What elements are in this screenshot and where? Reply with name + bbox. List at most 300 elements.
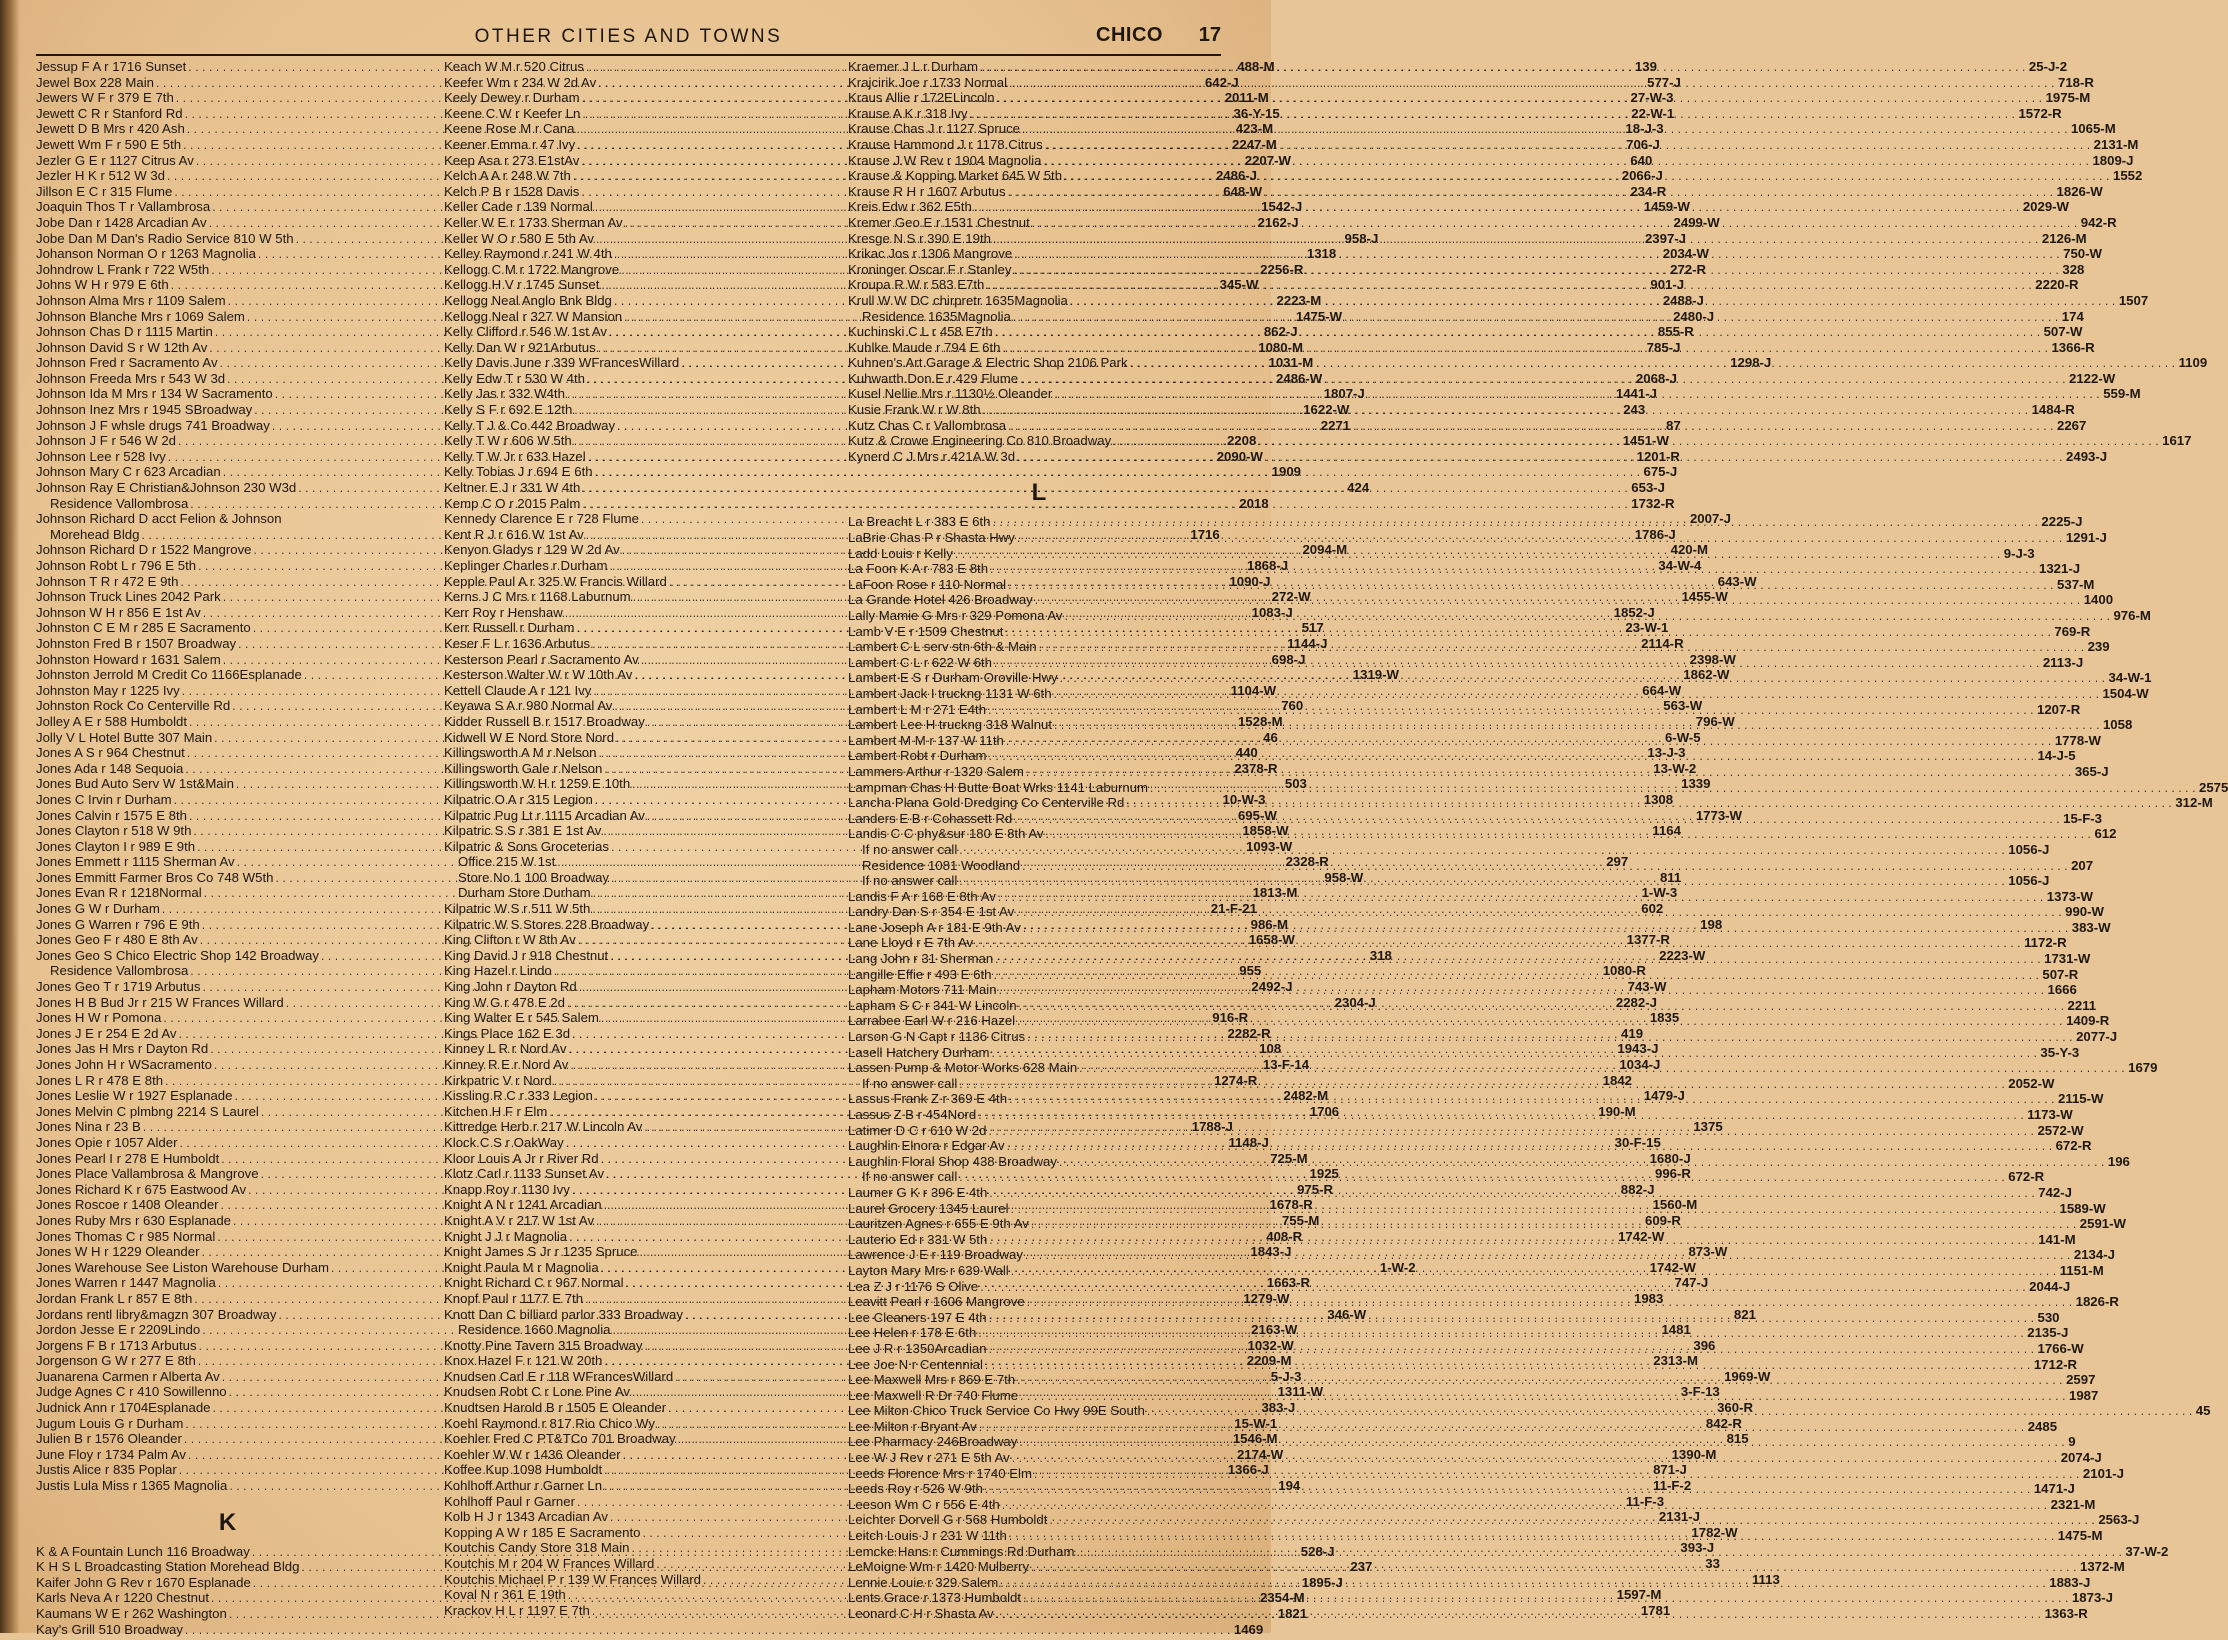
entry-name: Jillson E C r 315 Flume <box>36 183 173 199</box>
entry-name: Jones Roscoe r 1408 Oleander <box>36 1197 219 1213</box>
dot-leader <box>1008 1094 2057 1110</box>
entry-name: Lea Z J r 1176 S Olive <box>848 1278 979 1294</box>
entry-name: Kittredge Herb r 217 W Lincoln Av <box>444 1119 643 1135</box>
entry-name: Jones Geo T r 1719 Arbutus <box>36 979 201 995</box>
dot-leader <box>1064 611 2113 627</box>
entry-name: Jezler G E r 1127 Citrus Av <box>36 152 194 168</box>
entry-phone: 609-R <box>1644 1212 1681 1228</box>
entry-phone: 2480-J <box>1673 308 1715 324</box>
entry-phone: 37-W-2 <box>2125 1543 2169 1559</box>
section-letter-heading: L <box>1031 479 1047 507</box>
entry-phone: 108 <box>1259 1041 1282 1057</box>
entry-phone: 1319-W <box>1352 667 1399 683</box>
entry-phone: 46 <box>1263 729 1278 745</box>
entry-phone: 2162-J <box>1257 214 1299 230</box>
entry-name: Lancha Plana Gold Dredging Co Centerville Rd <box>848 795 1125 811</box>
entry-phone: 419 <box>1621 1025 1644 1041</box>
entry-phone: 1065-M <box>2070 121 2116 137</box>
dot-leader <box>1005 736 2054 752</box>
entry-phone: 1479-J <box>1643 1088 1685 1104</box>
dot-leader <box>1007 187 2056 203</box>
entry-name: Krause A K r 318 Ivy <box>848 105 968 121</box>
entry-phone: 796-W <box>1695 713 1735 729</box>
entry-name: Kelly T J & Co 442 Broadway <box>444 417 616 433</box>
dot-leader <box>1033 1469 2082 1485</box>
entry-name: If no answer call <box>862 873 958 889</box>
entry-phone: 15-F-3 <box>2063 810 2102 826</box>
entry-name: Kesterson Pearl r Sacramento Av <box>444 651 639 667</box>
entry-phone: 239 <box>2087 639 2110 655</box>
entry-name: Lambert Jack I truckng 1131 W 6th <box>848 685 1052 701</box>
entry-name: Kroninger Oscar F r Stanley <box>848 261 1012 277</box>
entry-name: King Hazel r Lindo <box>444 963 552 979</box>
entry-phone: 1363-R <box>2044 1606 2088 1621</box>
dot-leader <box>1002 343 2051 359</box>
entry-name: Lauritzen Agnes r 655 E 9th Av <box>848 1216 1029 1232</box>
entry-name: La Breacht L r 383 E 6th <box>848 514 991 530</box>
entry-phone: 1400 <box>2083 592 2114 608</box>
dot-leader <box>1001 1500 2050 1516</box>
entry-phone: 2174-W <box>1236 1446 1284 1462</box>
entry-name: Jewett C R r Stanford Rd <box>36 105 183 121</box>
entry-name: Kerr Russell r Durham <box>444 620 575 636</box>
entry-name: Johnson David S r W 12th Av <box>36 339 208 355</box>
entry-phone: 2223-M <box>1276 292 1322 308</box>
entry-name: Johnson Inez Mrs r 1945 SBroadway <box>36 402 253 418</box>
entry-phone: 2131-J <box>1658 1509 1700 1525</box>
entry-phone: 1528-M <box>1237 713 1283 729</box>
entry-name: Jones John H r WSacramento <box>36 1057 212 1072</box>
entry-name: Jones Geo S Chico Electric Shop 142 Broadway <box>36 947 319 963</box>
entry-phone: 1481 <box>1661 1322 1691 1338</box>
dot-leader <box>1015 907 2064 923</box>
entry-name: Residence Vallombrosa <box>50 963 189 979</box>
entry-phone: 1987 <box>2068 1387 2099 1403</box>
entry-name: Johnson J F r 546 W 2d <box>36 433 177 449</box>
entry-phone: 174 <box>2061 308 2084 324</box>
entry-phone: 328 <box>2062 261 2085 277</box>
entry-phone: 15-W-1 <box>1234 1415 1278 1431</box>
dot-leader <box>1031 218 2080 234</box>
dot-leader <box>990 1048 2039 1064</box>
entry-name: Jones Emmett r 1115 Sherman Av <box>36 854 235 870</box>
entry-phone: 675-J <box>1643 464 1678 480</box>
dot-leader <box>987 705 2036 721</box>
entry-phone: 11-F-3 <box>1625 1493 1665 1509</box>
dot-leader <box>988 1126 2037 1142</box>
entry-phone: 1782-W <box>1691 1524 1738 1540</box>
entry-name: Johnston Jerrold M Credit Co 1166Esplanade <box>36 667 302 683</box>
entry-name: Knight Paula M r Magnolia <box>444 1259 599 1275</box>
entry-phone: 2354-M <box>1259 1590 1305 1606</box>
entry-phone: 1786-J <box>1634 526 1676 542</box>
entry-name: Laughlin Elnora r Edgar Av <box>848 1138 1005 1154</box>
entry-name: Knight Richard C r 967 Normal <box>444 1275 624 1291</box>
entry-name: Johnson Richard D acct Felion & Johnson <box>36 511 282 527</box>
entry-phone: 27-W-3 <box>1630 90 1674 106</box>
entry-name: Knudtsen Harold B r 1505 E Oleander <box>444 1400 667 1416</box>
dot-leader <box>1013 249 2062 265</box>
entry-name: Johnson Chas D r 1115 Martin <box>36 324 213 340</box>
entry-name: Leitch Louis J r 231 W 11th <box>848 1528 1007 1544</box>
entry-name: Kelch P B r 1528 Davis <box>444 183 580 199</box>
entry-phone: 272-W <box>1271 589 1311 605</box>
dot-leader <box>954 549 2003 565</box>
entry-name: Kelly T W r 606 W 5th <box>444 433 572 449</box>
dot-leader <box>1018 1001 2067 1017</box>
entry-name: Lambert C L serv stn 6th & Main <box>848 639 1037 655</box>
entry-name: Knox Hazel F r 121 W 20th <box>444 1353 603 1369</box>
entry-name: Kilpatric O A r 315 Legion <box>444 791 593 807</box>
entry-phone: 2282-J <box>1615 994 1657 1010</box>
entry-name: Jordon Jesse E r 2209Lindo <box>36 1322 201 1338</box>
entry-phone: 1151-M <box>2059 1262 2104 1278</box>
dot-leader <box>1058 1157 2107 1173</box>
entry-name: Kesterson Walter W r W 10th Av <box>444 667 633 683</box>
dot-leader <box>979 62 2028 78</box>
entry-name: Kopping A W r 185 E Sacramento <box>444 1524 641 1540</box>
dot-leader <box>993 658 2042 674</box>
entry-phone: 383-J <box>1261 1400 1296 1416</box>
dot-leader <box>1069 296 2118 312</box>
entry-name: Lampman Chas H Butte Boat Wrks 1141 Laburnum <box>848 779 1149 795</box>
dot-leader <box>988 1235 2037 1251</box>
dot-leader <box>1012 312 2061 328</box>
dot-leader <box>1024 1250 2073 1266</box>
dot-leader <box>989 564 2038 580</box>
page-header <box>36 22 1221 56</box>
entry-name: Johnson Truck Lines 2042 Park <box>36 589 221 605</box>
dot-leader <box>1016 452 2065 468</box>
entry-phone: 2115-W <box>2058 1091 2104 1107</box>
entry-phone: 2492-J <box>1251 979 1293 995</box>
entry-name: Koehler Fred C PT&TCo 701 Broadway <box>444 1431 676 1447</box>
entry-phone: 2163-W <box>1251 1322 1298 1338</box>
entry-name: Kellogg Neal Anglo Bnk Bldg <box>444 292 612 308</box>
entry-name: Kissling R C r 333 Legion <box>444 1088 593 1104</box>
entry-name: Kreis Edw r 362 E5th <box>848 199 972 215</box>
entry-name: Krackov H L r 1197 E 7th <box>444 1602 590 1618</box>
dot-leader <box>1059 673 2108 689</box>
entry-phone: 3-F-13 <box>1680 1384 1720 1400</box>
entry-name: Kilpatric & Sons Groceterias <box>444 838 609 854</box>
entry-phone: 360-R <box>1717 1400 1753 1416</box>
entry-name: Residence 1081 Woodland <box>862 857 1021 873</box>
entry-name: Kelly Jas r 332 W4th <box>444 386 565 402</box>
entry-name: Johnson Freeda Mrs r 543 W 3d <box>36 370 226 386</box>
dot-leader <box>982 405 2031 421</box>
entry-name: Koutchis M r 204 W Frances Willard <box>444 1556 655 1571</box>
dot-leader <box>977 1110 2026 1126</box>
entry-name: Kellogg C M r 1722 Mangrove <box>444 261 620 277</box>
entry-name: Kelly Edw T r 530 W 4th <box>444 370 585 386</box>
entry-name: Jones Clayton I r 989 E 9th <box>36 838 196 854</box>
entry-name: Jordan Frank L r 857 E 8th <box>36 1290 193 1306</box>
entry-name: Jones Nina r 23 B <box>36 1119 141 1135</box>
entry-name: LaFoon Rose r 110 Normal <box>848 576 1007 592</box>
entry-phone: 2052-W <box>2008 1075 2055 1091</box>
entry-phone: 1109 <box>2178 355 2208 371</box>
entry-phone: 815 <box>1726 1431 1749 1447</box>
entry-phone: 1504-W <box>2102 685 2149 701</box>
entry-phone: 243 <box>1623 402 1646 418</box>
entry-phone: 2029-W <box>2022 199 2070 215</box>
entry-phone: 1617 <box>2162 433 2192 449</box>
entry-name: King Clifton r W 8th Av <box>444 932 576 948</box>
entry-phone: 34-W-4 <box>1658 558 1702 573</box>
entry-name: Lawrence J E r 119 Broadway <box>848 1247 1023 1263</box>
dot-leader <box>996 93 2045 109</box>
entry-name: Lee Milton Chico Truck Service Co Hwy 99E South <box>848 1403 1145 1419</box>
dot-leader <box>1007 421 2056 437</box>
entry-name: Kilpatric W S Stores 228 Broadway <box>444 916 650 932</box>
entry-name: Jones Warehouse See Liston Warehouse Durham <box>36 1259 329 1275</box>
entry-name: Jobe Dan M Dan's Radio Service 810 W 5th <box>36 230 294 246</box>
entry-phone: 1826-R <box>2075 1294 2119 1310</box>
entry-name: Johnson Ida M Mrs r 134 W Sacramento <box>36 386 273 402</box>
entry-name: Jones Emmitt Farmer Bros Co 748 W5th <box>36 869 274 885</box>
entry-name: Laughlin Floral Shop 438 Broadway <box>848 1153 1057 1169</box>
entry-name: Jones Evan R r 1218Normal <box>36 885 202 901</box>
entry-name: Jewers W F r 379 E 7th <box>36 90 174 106</box>
entry-phone: 1809-J <box>2092 152 2134 168</box>
entry-phone: 2211 <box>2067 997 2097 1013</box>
entry-phone: 1031-M <box>1268 355 1314 371</box>
entry-name: Keep Asa r 273 E1stAv <box>444 152 580 168</box>
entry-phone: 559-M <box>2103 386 2141 402</box>
entry-name: Kerns J C Mrs r 1168 Laburnum <box>444 589 631 605</box>
entry-name: Lauterio Ed r 331 W 5th <box>848 1231 988 1247</box>
entry-phone: 1813-M <box>1252 885 1298 901</box>
entry-name: Residence 1635Magnolia <box>862 308 1011 324</box>
entry-phone: 747-J <box>1674 1275 1709 1291</box>
entry-name: Jones Richard K r 675 Eastwood Av <box>36 1181 247 1197</box>
entry-name: Kroupa R W r 583 E7th <box>848 277 985 293</box>
entry-phone: 1090-J <box>1229 573 1271 589</box>
entry-name: Residence Vallombrosa <box>50 495 189 511</box>
entry-name: Jones Clayton r 518 W 9th <box>36 823 192 839</box>
entry-name: Jones G W r Durham <box>36 901 160 917</box>
entry-phone: 45 <box>2195 1403 2211 1419</box>
entry-name: Jones Bud Auto Serv W 1st&Main <box>36 776 234 792</box>
entry-name: If no answer call <box>862 841 958 857</box>
dot-leader <box>979 1282 2028 1298</box>
entry-name: Johnson Blanche Mrs r 1069 Salem <box>36 308 245 324</box>
entry-name: Jorgens F B r 1713 Arbutus <box>36 1337 197 1353</box>
entry-phone: 139 <box>1634 59 1657 74</box>
entry-phone: 2486-J <box>1215 168 1258 184</box>
entry-phone: 10-W-3 <box>1222 791 1266 807</box>
dot-leader <box>1030 1219 2079 1235</box>
entry-phone: 21-F-21 <box>1210 901 1257 917</box>
entry-name: Jones Warren r 1447 Magnolia <box>36 1275 216 1291</box>
entry-phone: 2499-W <box>1673 214 1720 230</box>
entry-phone: 755-M <box>1281 1212 1320 1228</box>
entry-name: Koehler W W r 1436 Oleander <box>444 1446 621 1462</box>
entry-name: Kuhwarth Don E r 429 Flume <box>848 370 1019 386</box>
entry-phone: 1862-W <box>1683 667 1730 683</box>
entry-name: Lemcke Hans r Cummings Rd Durham <box>848 1543 1075 1559</box>
entry-phone: 1279-W <box>1243 1290 1290 1306</box>
entry-name: Keser F L r 1636 Arbutus <box>444 635 591 651</box>
entry-name: Morehead Bldg <box>50 526 140 542</box>
entry-phone: 2482-M <box>1283 1088 1329 1104</box>
entry-phone: 1366-J <box>1227 1462 1269 1478</box>
entry-phone: 990-W <box>2065 904 2104 920</box>
entry-phone: 1032-W <box>1247 1337 1294 1353</box>
entry-phone: 440 <box>1235 745 1258 761</box>
entry-name: Keene Rose M r Cana <box>444 121 575 137</box>
entry-phone: 2267 <box>2057 417 2087 433</box>
entry-name: Jones Leslie W r 1927 Esplanade <box>36 1088 233 1104</box>
entry-name: Kay's Grill 510 Broadway <box>36 1621 183 1637</box>
entry-phone: 13-F-14 <box>1262 1057 1310 1072</box>
entry-name: LaBrie Chas P r Shasta Hwy <box>848 530 1015 546</box>
entry-phone: 2397-J <box>1644 230 1687 246</box>
dot-leader <box>1048 1515 2097 1531</box>
entry-phone: 1883-J <box>2049 1574 2091 1590</box>
entry-name: Store No 1 100 Broadway <box>458 869 610 885</box>
entry-name: Durham Store Durham <box>458 885 591 901</box>
entry-name: Kidwell W E Nord Store Nord <box>444 729 615 745</box>
entry-name: Lapham Motors 711 Main <box>848 982 997 998</box>
entry-name: Kelly Clifford r 546 W 1st Av <box>444 324 607 340</box>
entry-name: Kilpatric Pug Lt r 1115 Arcadian Av <box>444 807 645 823</box>
entry-name: Keller W E r 1733 Sherman Av <box>444 214 623 230</box>
entry-name: Leeds Florence Mrs r 1740 Elm <box>848 1465 1032 1481</box>
entry-name: King John r Dayton Rd <box>444 979 577 995</box>
entry-phone: 2313-M <box>1653 1353 1698 1369</box>
entry-name: Karls Neva A r 1220 Chestnut <box>36 1590 210 1606</box>
entry-name: Johndrow L Frank r 722 W5th <box>36 261 210 277</box>
entry-name: K H S L Broadcasting Station Morehead Bldg <box>36 1559 300 1575</box>
entry-phone: 312-M <box>2175 795 2213 811</box>
dot-leader <box>1026 1297 2075 1313</box>
entry-name: Jobe Dan r 1428 Arcadian Av <box>36 214 207 230</box>
entry-name: Kettell Claude A r 121 Ivy <box>444 682 592 698</box>
entry-phone: 1712-R <box>2033 1356 2078 1372</box>
entry-name: Jorgenson G W r 277 E 8th <box>36 1353 196 1369</box>
entry-phone: 5-J-3 <box>1270 1368 1302 1384</box>
entry-phone: 1321-J <box>2038 561 2081 577</box>
entry-name: Jewett Wm F r 590 E 5th <box>36 136 182 152</box>
entry-phone: 1663-R <box>1266 1275 1311 1291</box>
entry-name: Kraus Allie r 172ELincoln <box>848 90 995 106</box>
dot-leader <box>994 954 2043 970</box>
entry-name: Johnson W H r 856 E 1st Av <box>36 604 201 620</box>
entry-name: Kepple Paul A r 325 W Francis Willard <box>444 573 667 589</box>
entry-name: Knight J J r Magnolia <box>444 1228 568 1244</box>
entry-phone: 190-M <box>1598 1103 1636 1119</box>
entry-phone: 1058 <box>2102 717 2133 733</box>
entry-name: Johnson Richard D r 1522 Mangrove <box>36 542 252 558</box>
entry-name: Knapp Roy r 1130 Ivy <box>444 1181 570 1197</box>
entry-phone: 141-M <box>2038 1231 2076 1247</box>
entry-name: Kellogg Neal r 327 W Mansion <box>444 308 623 324</box>
entry-phone: 1080-M <box>1258 339 1303 355</box>
dot-leader <box>1030 1562 2079 1578</box>
entry-name: Lents Grace r 1373 Humboldt <box>848 1590 1021 1606</box>
dot-leader <box>1038 642 2087 658</box>
entry-phone: 2271 <box>1320 417 1351 433</box>
entry-name: Johnson T R r 472 E 9th <box>36 573 179 589</box>
entry-phone: 196 <box>2107 1153 2130 1169</box>
entry-phone: 528-J <box>1300 1543 1335 1559</box>
entry-name: Lee Cleaners 197 E 4th <box>848 1309 987 1325</box>
entry-phone: 1113 <box>1751 1571 1780 1587</box>
entry-phone: 862-J <box>1263 324 1298 340</box>
dot-leader <box>1019 1391 2068 1407</box>
entry-name: Lambert L M r 271 E4th <box>848 701 987 717</box>
dot-leader <box>1021 861 2070 877</box>
entry-name: Killingsworth Gale r Nelson <box>444 760 603 776</box>
entry-name: Krajcirik Joe r 1733 Normal <box>848 74 1008 90</box>
entry-phone: 1969-W <box>1724 1368 1771 1384</box>
entry-phone: 1201-R <box>1636 448 1680 464</box>
entry-name: Keller W O r 580 E 5th Av <box>444 230 595 246</box>
dot-leader <box>1019 374 2068 390</box>
entry-phone: 1868-J <box>1247 558 1289 573</box>
entry-name: Koutchis Candy Store 318 Main <box>444 1540 630 1556</box>
entry-phone: 1552 <box>2112 168 2143 184</box>
entry-phone: 537-M <box>2057 576 2095 592</box>
entry-phone: 901-J <box>1650 277 1685 293</box>
dot-leader <box>1016 1375 2065 1391</box>
entry-phone: 1843-J <box>1250 1244 1292 1260</box>
entry-phone: 2591-W <box>2079 1216 2126 1232</box>
entry-name: Lane Lloyd r E 7th Av <box>848 935 974 951</box>
entry-phone: 6-W-5 <box>1664 729 1701 745</box>
entry-phone: 760 <box>1281 698 1304 714</box>
dot-leader <box>1008 1531 2057 1547</box>
entry-name: Kohlhoff Paul r Garner <box>444 1493 575 1509</box>
entry-phone: 297 <box>1606 854 1629 870</box>
entry-phone: 22-W-1 <box>1631 105 1675 121</box>
entry-name: Klock C S r OakWay <box>444 1134 564 1150</box>
entry-phone: 602 <box>1641 901 1664 917</box>
dot-leader <box>998 985 2047 1001</box>
entry-phone: 1821 <box>1277 1606 1308 1621</box>
entry-phone: 1666 <box>2047 982 2077 998</box>
entry-phone: 507-R <box>2042 966 2079 982</box>
entry-name: Johnson Mary C r 623 Arcadian <box>36 464 221 480</box>
dot-leader <box>1007 580 2056 596</box>
entry-phone: 958-J <box>1344 230 1379 246</box>
entry-phone: 13-J-3 <box>1647 745 1686 761</box>
entry-name: Landis C C phy&sur 180 E 8th Av <box>848 826 1044 842</box>
entry-name: Lambert M M r 137 W 11th <box>848 732 1004 748</box>
entry-phone: 1080-R <box>1602 963 1646 979</box>
entry-name: Killingsworth W H r 1259 E 10th <box>444 776 631 792</box>
entry-name: Knotty Pine Tavern 315 Broadway <box>444 1337 643 1353</box>
entry-name: Johnston Fred B r 1507 Broadway <box>36 635 237 651</box>
dot-leader <box>184 1625 1233 1640</box>
entry-name: Keyawa S A r 980 Normal Av <box>444 698 613 714</box>
entry-name: Joaquin Thos T r Vallambrosa <box>36 199 211 215</box>
entry-phone: 1873-J <box>2071 1590 2114 1606</box>
entry-name: Klotz Carl r 1133 Sunset Av <box>444 1166 605 1182</box>
entry-phone: 1471-J <box>2033 1481 2075 1497</box>
entry-phone: 2321-M <box>2050 1496 2096 1512</box>
entry-phone: 2007-J <box>1689 511 1732 527</box>
dot-leader <box>1045 829 2094 845</box>
entry-name: Residence 1660 Magnolia <box>458 1322 611 1338</box>
dot-leader <box>1043 156 2092 172</box>
dot-leader <box>969 109 2018 125</box>
entry-name: June Floy r 1734 Palm Av <box>36 1446 187 1462</box>
entry-phone: 1366-R <box>2051 339 2095 355</box>
entry-phone: 821 <box>1733 1306 1756 1322</box>
